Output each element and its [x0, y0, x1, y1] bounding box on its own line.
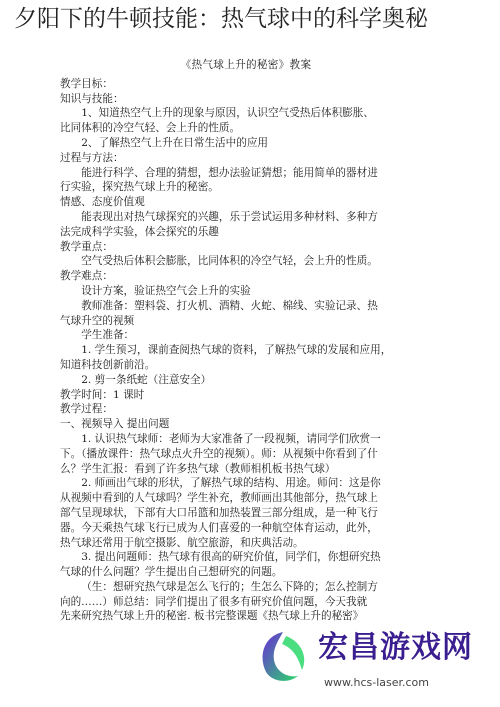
document-line: 教学时间：1 课时 [60, 388, 145, 401]
document-line: 教学重点： [60, 240, 113, 253]
document-line: 2. 剪一条纸蛇（注意安全） [81, 373, 212, 386]
document-line: 空气受热后体积会膨胀，比同体积的冷空气轻，会上升的性质。 [81, 255, 378, 268]
document-line: 学生准备： [81, 329, 135, 342]
document-line: 行实验，探究热气球上升的秘密。 [60, 181, 219, 194]
document-title: 《热气球上升的秘密》教案 [180, 59, 312, 71]
document-line: 情感、态度价值观 [60, 196, 145, 209]
document-line: 法完成科学实验，体会探究的乐趣 [60, 225, 219, 238]
document-line: 知识与技能： [60, 92, 124, 105]
document-line: 知道科技创新前沿。 [60, 358, 156, 371]
document-line: 从视频中看到的人气球吗？学生补充，教师画出其他部分，热气球上 [60, 492, 378, 505]
document-line: 教师准备：塑料袋、打火机、酒精、火蛇、棉线、实验记录、热 [81, 299, 378, 312]
document-body [60, 77, 432, 624]
leaf-swirl-logo-icon [252, 626, 314, 688]
document-line: 部气呈现球状，下部有大口吊篮和加热装置三部分组成，是一种飞行 [60, 506, 378, 519]
document-line: 2. 师画出气球的形状，了解热气球的结构、用途。师问：这是你 [81, 477, 381, 490]
document-line: 3. 提出问题师：热气球有很高的研究价值，同学们，你想研究热 [81, 551, 381, 564]
document-line: 1. 学生预习，课前查阅热气球的资料，了解热气球的发展和应用， [81, 344, 392, 357]
document-line: 教学目标： [60, 77, 113, 90]
document-line: 热气球还常用于航空摄影、航空旅游，和庆典活动。 [60, 536, 304, 549]
document-line: 能表现出对热气球探究的兴趣，乐于尝试运用多种材料、多种方 [81, 210, 378, 223]
document-line: 设计方案，验证热空气会上升的实验 [81, 284, 251, 297]
document-line: 么？学生汇报：看到了许多热气球（教师相机板书热气球） [60, 462, 336, 475]
document-line: 教学难点： [60, 270, 113, 283]
document-line: 过程与方法： [60, 151, 124, 164]
page-headline: 夕阳下的牛顿技能：热气球中的科学奥秘 [14, 6, 428, 32]
document-line: 教学过程： [60, 403, 113, 416]
document-line: 下。（播放课件：热气球点火升空的视频）。师：从视频中你看到了什 [60, 447, 378, 460]
document-line: 气球升空的视频 [60, 314, 135, 327]
site-watermark [252, 624, 492, 700]
document-line: （生：想研究热气球是怎么飞行的；生怎么下降的；怎么控制方 [81, 580, 378, 593]
watermark-brand: 宏昌游戏网 [318, 630, 473, 665]
document-line: 气球的什么问题？学生提出自己想研究的问题。 [60, 566, 283, 579]
document-line: 比同体积的冷空气轻、会上升的性质。 [60, 122, 241, 135]
document-line: 向的……）师总结：同学们提出了很多有研究价值问题，今天我就 [60, 595, 368, 608]
document-line: 1. 认识热气球师：老师为大家准备了一段视频，请同学们欣赏一 [81, 432, 381, 445]
document-line: 先来研究热气球上升的秘密. 板书完整课题《热气球上升的秘密》 [60, 610, 364, 623]
document-line: 1、知道热空气上升的现象与原因，认识空气受热后体积膨胀、 [81, 107, 374, 120]
watermark-url: www.hcs-laser.com [324, 676, 429, 689]
document-line: 器。今天乘热气球飞行已成为人们喜爱的一种航空体育运动，此外， [60, 521, 378, 534]
document-line: 一、视频导入 提出问题 [60, 418, 170, 431]
lesson-plan-document [60, 58, 432, 624]
document-line: 2、了解热空气上升在日常生活中的应用 [81, 136, 269, 149]
document-line: 能进行科学、合理的猜想，想办法验证猜想；能用简单的器材进 [81, 166, 378, 179]
